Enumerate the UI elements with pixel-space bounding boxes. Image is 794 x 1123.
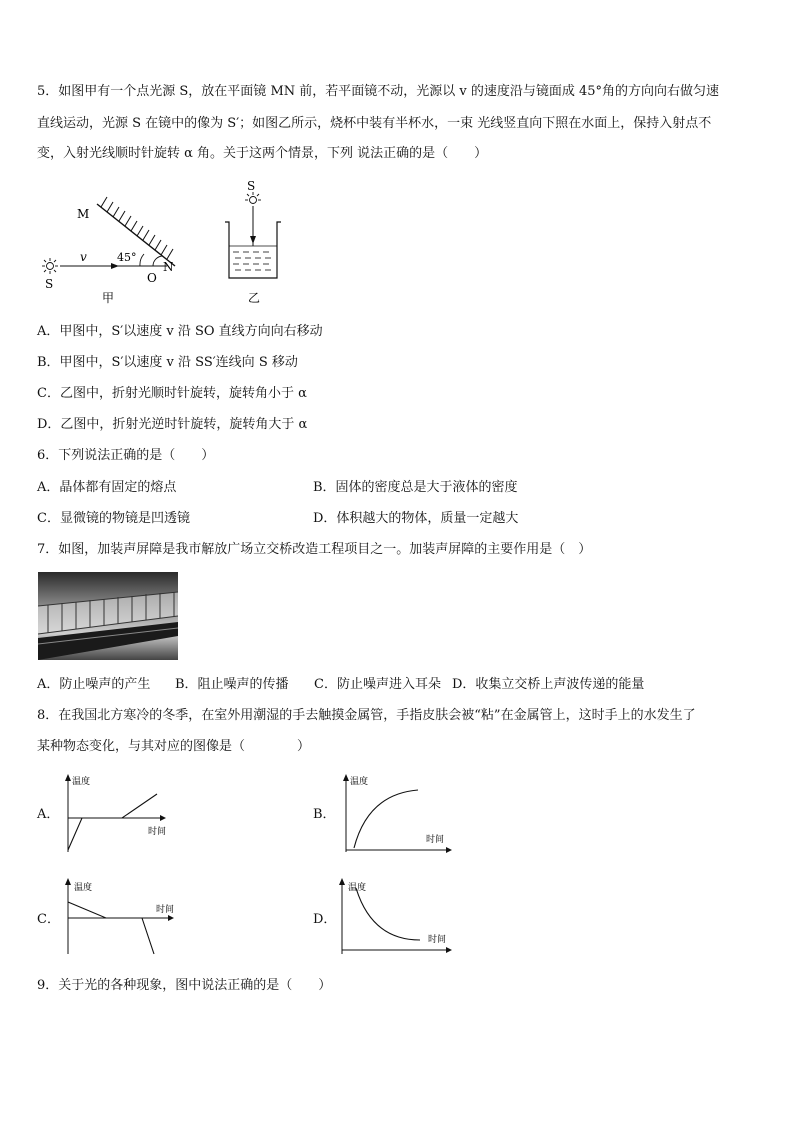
arrow-icon [250, 236, 256, 244]
q8-option-b-label: B． [313, 807, 336, 822]
graph-c-xlabel: 时间 [156, 905, 175, 915]
graph-c [62, 876, 182, 956]
angle-arc [140, 254, 144, 266]
label-N: N [163, 260, 174, 274]
label-M: M [77, 207, 90, 221]
graph-d-ylabel: 温度 [348, 883, 367, 893]
figure-yi-beaker [215, 174, 295, 308]
q5-option-d: D．乙图中，折射光逆时针旋转，旋转角大于 α [37, 417, 308, 432]
q6-option-a: A．晶体都有固定的熔点 [37, 480, 177, 495]
q5-stem-line-1: 5．如图甲有一个点光源 S，放在平面镜 MN 前，若平面镜不动，光源以 v 的速度沿与镜面成 45°角的方向向右做匀速 [37, 84, 720, 99]
label-v: v [80, 250, 87, 264]
q7-option-d: D．收集立交桥上声波传递的能量 [452, 677, 645, 692]
graph-a-ylabel: 温度 [72, 777, 91, 787]
q7-option-a: A．防止噪声的产生 [37, 677, 151, 692]
q6-option-d: D．体积越大的物体，质量一定越大 [313, 511, 519, 526]
q8-option-c-label: C． [37, 912, 60, 927]
graph-b [338, 772, 456, 854]
q5-option-c: C．乙图中，折射光顺时针旋转，旋转角小于 α [37, 386, 307, 401]
graph-a [62, 772, 172, 854]
light-source-icon [245, 192, 261, 204]
graph-c-ylabel: 温度 [74, 883, 93, 893]
label-O: O [147, 271, 157, 285]
light-source-icon [42, 258, 58, 274]
q9-stem: 9．关于光的各种现象，图中说法正确的是（ ） [37, 978, 332, 993]
q7-stem: 7．如图，加装声屏障是我市解放广场立交桥改造工程项目之一。加装声屏障的主要作用是（ ） [37, 542, 592, 557]
q8-option-a-label: A． [37, 807, 60, 822]
q8-stem-line-2: 某种物态变化，与其对应的图像是（ ） [37, 739, 311, 754]
caption-yi: 乙 [248, 291, 261, 305]
label-S-yi: S [247, 179, 256, 193]
q5-stem-line-3: 变，入射光线顺时针旋转 α 角。关于这两个情景，下列 说法正确的是（ ） [37, 146, 488, 161]
label-S: S [45, 277, 54, 291]
q5-option-b: B．甲图中，S′以速度 v 沿 SS′连线向 S 移动 [37, 355, 298, 370]
graph-d [336, 876, 458, 956]
graph-b-xlabel: 时间 [426, 835, 445, 845]
q5-option-a: A．甲图中，S′以速度 v 沿 SO 直线方向向右移动 [37, 324, 323, 339]
caption-jia: 甲 [102, 291, 115, 305]
graph-b-ylabel: 温度 [350, 777, 369, 787]
q6-option-b: B．固体的密度总是大于液体的密度 [313, 480, 518, 495]
q8-option-d-label: D． [313, 912, 337, 927]
water-surface [229, 246, 277, 270]
graph-a-xlabel: 时间 [148, 827, 167, 837]
graph-d-xlabel: 时间 [428, 935, 447, 945]
q5-stem-line-2: 直线运动，光源 S 在镜中的像为 S′；如图乙所示，烧杯中装有半杯水，一束 光线竖直向下照在水面上，保持入射点不 [37, 116, 712, 131]
q6-stem: 6．下列说法正确的是（ ） [37, 448, 215, 463]
sound-barrier-photo [38, 572, 178, 660]
q6-option-c: C．显微镜的物镜是凹透镜 [37, 511, 190, 526]
q7-option-c: C．防止噪声进入耳朵 [314, 677, 441, 692]
q7-option-b: B．阻止噪声的传播 [175, 677, 289, 692]
label-angle: 45° [117, 251, 137, 264]
q8-stem-line-1: 8．在我国北方寒冷的冬季，在室外用潮湿的手去触摸金属管，手指皮肤会被“粘”在金属管上，这时手上的水发生了 [37, 708, 696, 723]
figure-jia-mirror [35, 178, 195, 308]
